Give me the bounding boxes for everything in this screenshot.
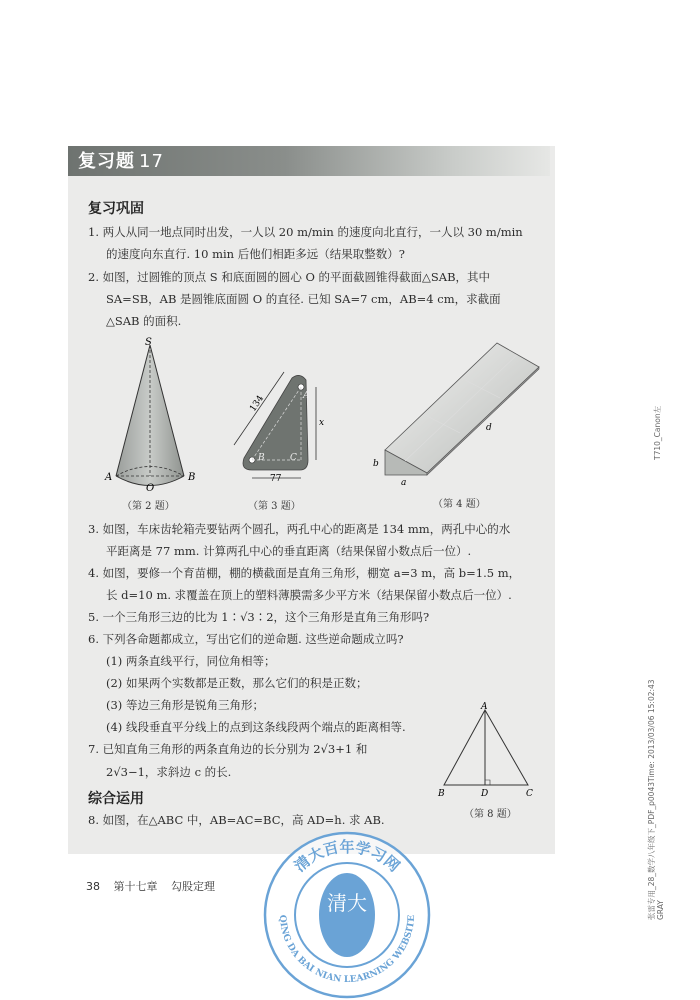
problem-3-line-1: 3. 如图，车床齿轮箱壳要钻两个圆孔，两孔中心的距离是 134 mm，两孔中心的水: [88, 522, 511, 536]
fig4-label-d: d: [486, 423, 492, 433]
watermark-center-text: 清大: [327, 891, 367, 915]
section-title-application: 综合运用: [88, 791, 144, 807]
problem-2-line-1: 2. 如图，过圆锥的顶点 S 和底面圆的圆心 O 的平面截圆锥得截面△SAB，其中: [88, 270, 491, 284]
fig3-label-77: 77: [270, 474, 282, 484]
problem-6-item-1: (1) 两条直线平行，同位角相等；: [106, 654, 276, 668]
fig3-label-a: A: [303, 391, 310, 401]
problem-1-line-2: 的速度向东直行. 10 min 后他们相距多远（结果取整数）?: [106, 247, 405, 261]
scan-device-label: T710_Canon左: [653, 405, 662, 460]
figure-3-caption: （第 3 题）: [248, 501, 301, 512]
figure-2-caption: （第 2 题）: [122, 501, 175, 512]
problem-4-line-2: 长 d=10 m. 求覆盖在顶上的塑料薄膜需多少平方米（结果保留小数点后一位）.: [106, 588, 512, 602]
fig4-label-b: b: [373, 459, 379, 469]
problem-7-line-1: 7. 已知直角三角形的两条直角边的长分别为 2√3+1 和: [88, 742, 368, 756]
problem-2-line-3: △SAB 的面积.: [106, 314, 182, 328]
problem-6-line-1: 6. 下列各命题都成立，写出它们的逆命题. 这些逆命题成立吗?: [88, 632, 404, 646]
fig2-label-b: B: [188, 472, 196, 483]
figure-2-cone: [100, 335, 220, 495]
section-title-review: 复习巩固: [88, 201, 144, 217]
scan-mode-label: GRAY: [656, 900, 665, 920]
page-footer: [86, 878, 225, 894]
fig2-label-s: S: [145, 337, 152, 348]
page-number: 38: [86, 880, 100, 893]
scan-timestamp-label: 张雷专用_28_数学八年级下_PDF_p0043Time: 2013/03/06 15:02:43: [647, 679, 656, 920]
chapter-title: 勾股定理: [171, 880, 215, 893]
fig3-label-b: B: [258, 453, 265, 463]
fig3-label-134: 134: [248, 393, 267, 414]
figure-4-caption: （第 4 题）: [433, 499, 486, 510]
problem-6-item-4: (4) 线段垂直平分线上的点到这条线段两个端点的距离相等.: [106, 720, 406, 734]
figure-8-caption: （第 8 题）: [464, 809, 517, 820]
problem-2-line-2: SA=SB，AB 是圆锥底面圆 O 的直径. 已知 SA=7 cm，AB=4 cm，求截面: [106, 292, 501, 306]
figure-4-shed: [365, 335, 565, 485]
chapter-label: 第十七章: [113, 880, 158, 893]
problem-3-line-2: 平距离是 77 mm. 计算两孔中心的垂直距离（结果保留小数点后一位）.: [106, 544, 472, 558]
watermark-top-text: 清大百年学习网: [290, 838, 404, 876]
problem-8-line-1: 8. 如图，在△ABC 中，AB=AC=BC，高 AD=h. 求 AB.: [88, 813, 385, 827]
watermark-bottom-text: QING DA BAI NIAN LEARNING WEBSITE: [276, 914, 418, 986]
problem-5-line-1: 5. 一个三角形三边的比为 1∶√3∶2，这个三角形是直角三角形吗?: [88, 610, 430, 624]
problem-1-line-1: 1. 两人从同一地点同时出发，一人以 20 m/min 的速度向北直行，一人以 30 m/min: [88, 225, 523, 239]
page-title: [78, 149, 164, 175]
fig3-label-c: C: [290, 453, 297, 463]
fig4-label-a: a: [401, 478, 407, 485]
problem-7-line-2: 2√3−1，求斜边 c 的长.: [106, 765, 232, 779]
fig2-label-o: O: [146, 483, 155, 494]
title-number: 17: [139, 151, 164, 172]
problem-6-item-3: (3) 等边三角形是锐角三角形；: [106, 698, 264, 712]
fig8-label-c: C: [526, 789, 533, 799]
fig8-label-a: A: [481, 702, 488, 712]
problem-6-item-2: (2) 如果两个实数都是正数，那么它们的积是正数；: [106, 676, 368, 690]
fig8-label-b: B: [438, 789, 445, 799]
title-text: 复习题: [78, 151, 135, 172]
fig3-label-x: x: [319, 418, 325, 428]
figure-8-triangle: [435, 700, 545, 800]
problem-4-line-1: 4. 如图，要修一个育苗棚，棚的横截面是直角三角形，棚宽 a=3 m，高 b=1.5 m，: [88, 566, 521, 580]
fig2-label-a: A: [105, 472, 113, 483]
fig8-label-d: D: [481, 789, 489, 799]
figure-3-gearbox: [230, 370, 340, 490]
watermark-stamp: [262, 830, 432, 1000]
